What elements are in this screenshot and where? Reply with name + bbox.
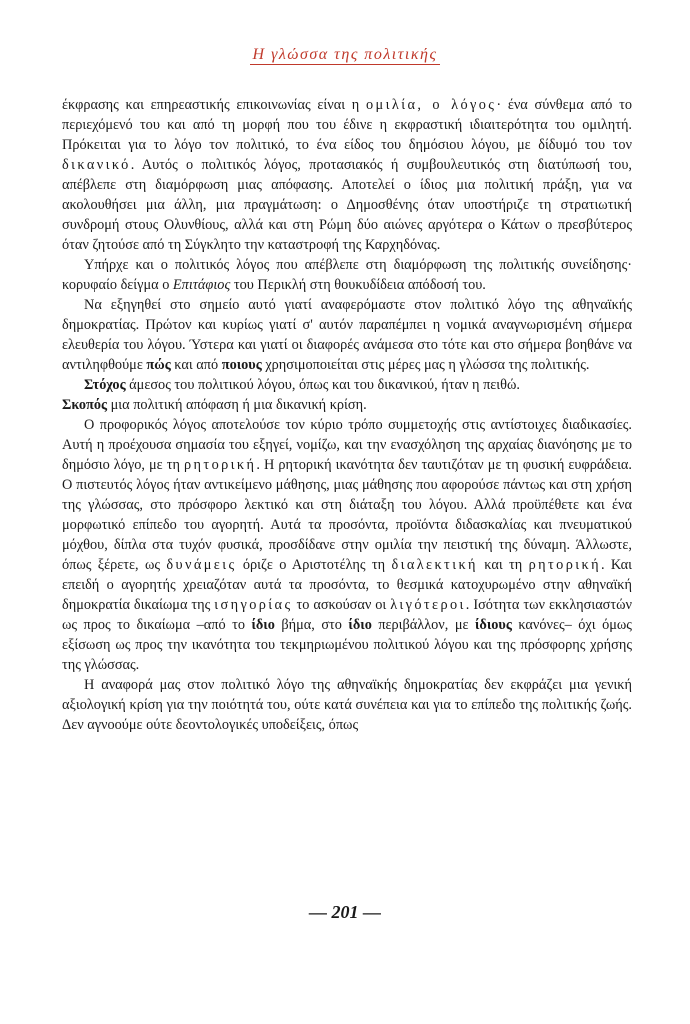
spaced-term: ρητορική (528, 557, 601, 573)
bold-term: Στόχος (84, 377, 126, 393)
bold-term: πώς (146, 357, 171, 373)
text-run: Η αναφορά μας στον πολιτικό λόγο της αθηναϊκής δημοκρατίας δεν εκφράζει μια γενική αξιολογική κρίση για την ποιότητά του, ούτε κατά συνέπεια και για το επίπεδο της πολιτικής ζωής. Δεν αγνοούμε ούτε δεοντολογικές υποδείξεις, όπως (62, 677, 632, 733)
spaced-term: δικανικό (62, 157, 131, 173)
text-run: . Ισότητα των εκκλησιαστών ως προς το δικαίωμα –από το (62, 597, 633, 633)
paragraph (62, 675, 632, 735)
spaced-term: λιγότεροι (390, 597, 466, 613)
bold-term: Σκοπός (62, 397, 108, 413)
text-run: · ένα σύνθεμα από το περιεχόμενό του και από τη μορφή που του έδινε η εκφραστική ιδιαιτερότητα του ομιλητή. Πρόκειται για το λόγο τον πολιτικό, το ένα είδος του δημόσιου λόγου, με δίδυμό του τον (62, 97, 632, 153)
spaced-term: ισηγορίας (214, 597, 293, 613)
text-run: άμεσος του πολιτικού λόγου, όπως και του δικανικού, ήταν η πειθώ. (125, 377, 520, 393)
page-number: — 201 — (309, 902, 381, 922)
text-run: Υπήρχε και ο πολιτικός λόγος που απέβλεπε στη διαμόρφωση της πολιτικής συνείδησης· κορυφαίο δείγμα ο (62, 257, 632, 293)
text-run: όριζε ο Αριστοτέλης τη (236, 557, 392, 573)
text-run: το ασκούσαν οι (292, 597, 391, 613)
text-run: έκφρασης και επηρεαστικής επικοινωνίας είναι η (62, 97, 366, 113)
spaced-term: ρητορική (184, 457, 257, 473)
text-run: και τη (477, 557, 529, 573)
running-title: Η γλώσσα της πολιτικής (250, 46, 441, 65)
paragraph (62, 415, 632, 675)
text-run: περιβάλλον, με (371, 617, 475, 633)
bold-term: ίδιους (474, 617, 512, 633)
text-run: Ο προφορικός λόγος αποτελούσε τον κύριο τρόπο συμμετοχής στις αντίστοιχες διαδικασίες. Αυτή η προέχουσα σημασία του εξηγεί, νομίζω, και την ενασχόληση της αρχαίας διανόησης με το δημόσιο λόγο, με τη (62, 417, 632, 473)
spaced-term: διαλεκτική (391, 557, 478, 573)
text-run: βήμα, στο (274, 617, 349, 633)
text-run: . Η ρητορική ικανότητα δεν ταυτιζόταν με τη φυσική ευφράδεια. Ο πιστευτός λόγος ήταν αντικείμενο μάθησης, μιας μάθησης που αφορούσε πάντως και στη χρήση της γλώσσας, στο πρόσφορο λεκτικό και στη διάταξη του λόγου. Αλλά προϋπέθετε και ένα μορφωτικό επίπεδο του αγορητή. Αυτά τα προσόντα, προϊόντα διδασκαλίας και πνευματικού μόχθου, δίπλα στα τυχόν φυσικά, προσδίδανε στην ομιλία την πειστική της δύναμη. Άλλωστε, όπως ξέρετε, ως (62, 457, 632, 573)
running-header (0, 46, 690, 64)
italic-title: Επιτάφιος (172, 277, 231, 293)
text-run: Να εξηγηθεί στο σημείο αυτό γιατί αναφερόμαστε στον πολιτικό λόγο της αθηναϊκής δημοκρατίας. Πρώτον και κυρίως γιατί σ' αυτόν παραπέμπει η νομικά αναγνωρισμένη σήμερα ελευθερία του λόγου. Ύστερα και γιατί οι διαφορές ανάμεσα στο τότε και στο σήμερα βοηθάνε να αντιληφθούμε (62, 297, 632, 373)
paragraph (62, 295, 632, 375)
text-run: κανόνες– όχι όμως εξίσωση ως προς την ικανότητα του τεκμηριωμένου πολιτικού λόγου και της πρόσφορης χρήσης της γλώσσας. (62, 617, 632, 673)
paragraph (62, 255, 632, 295)
text-run: και από (170, 357, 222, 373)
text-run: του Περικλή στη θουκυδίδεια απόδοσή του. (230, 277, 486, 293)
bold-term: ίδιο (348, 617, 372, 633)
text-run: μια πολιτική απόφαση ή μια δικανική κρίση. (107, 397, 367, 413)
bold-term: ίδιο (251, 617, 275, 633)
paragraph (62, 375, 632, 415)
spaced-term: ομιλία, ο λόγος (366, 97, 497, 113)
paragraph (62, 95, 632, 255)
bold-term: ποιους (221, 357, 262, 373)
body-text (62, 95, 632, 735)
text-run: . Και επειδή ο αγορητής χρειαζόταν αυτά τα προσόντα, το θεσμικά κατοχυρωμένο στην αθηναϊκή δημοκρατία δικαίωμα της (62, 557, 633, 613)
text-run: . Αυτός ο πολιτικός λόγος, προτασιακός ή συμβουλευτικός στη διατύπωσή του, απέβλεπε στη διαμόρφωση μιας απόφασης. Αποτελεί ο ίδιος μια πολιτική πράξη, για να ακολουθήσει μια άλλη, μια πραγμάτωση: ο Δημοσθένης όταν υποστήριζε τη στρατιωτική συνδρομή στους Ολυνθίους, αλλά και στη Ρώμη δύο αιώνες αργότερα ο Κάτων ο πρεσβύτερος όταν ζητούσε από τη Σύγκλητο την καταστροφή της Καρχηδόνας. (62, 157, 632, 253)
text-run: χρησιμοποιείται στις μέρες μας η γλώσσα της πολιτικής. (261, 357, 590, 373)
spaced-term: δυνάμεις (166, 557, 237, 573)
